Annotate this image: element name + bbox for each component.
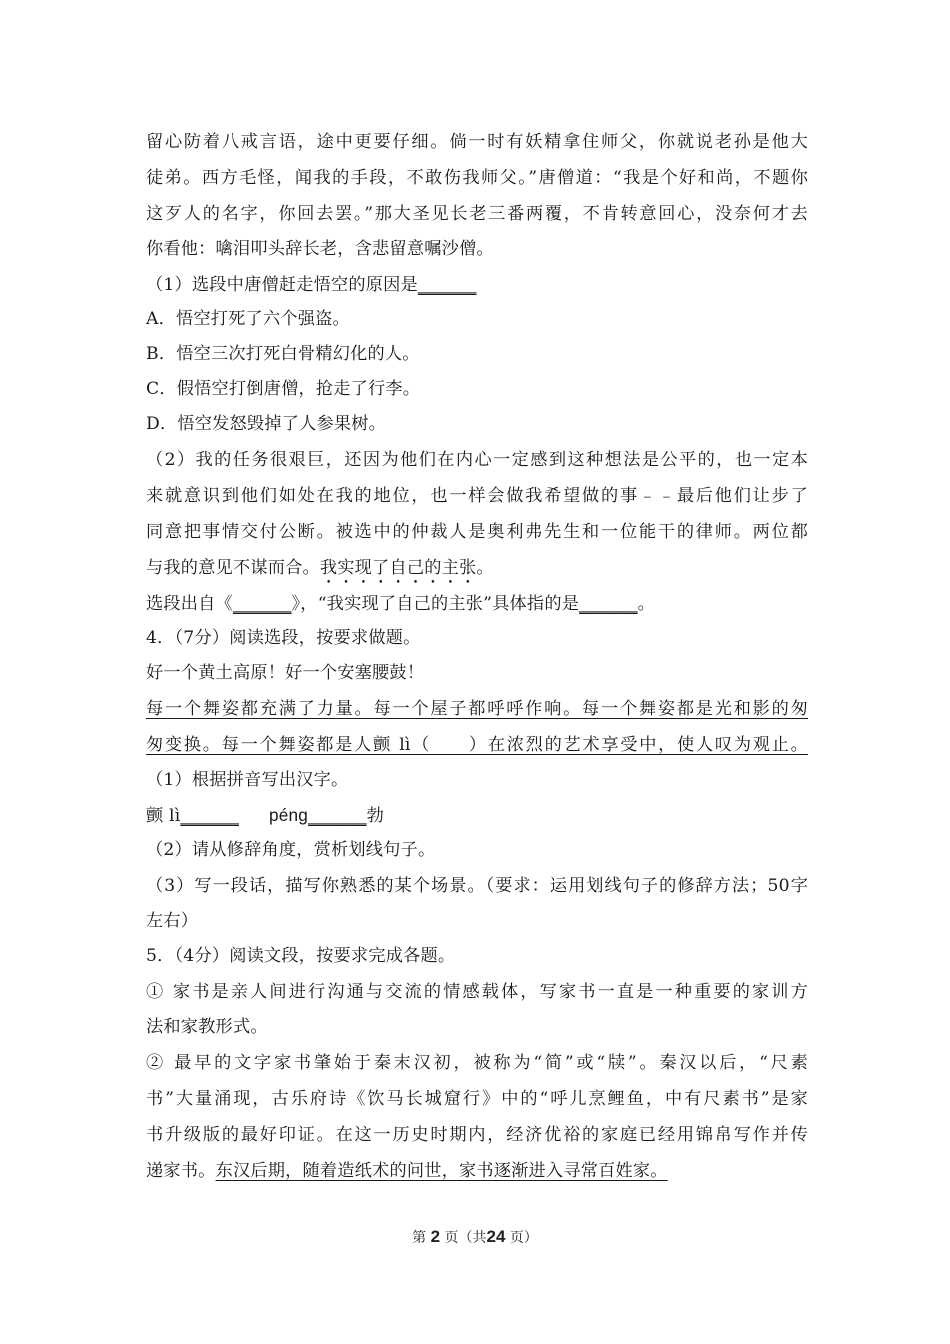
passage-line-1: 留心防着八戒言语，途中更要仔细。倘一时有妖精拿住师父，你就说老孙是他大	[146, 132, 808, 152]
footer-suffix: 页）	[509, 1230, 538, 1246]
footer-total-pages: 24	[486, 1227, 506, 1246]
q3-option-c: C．假悟空打倒唐僧，抢走了行李。	[146, 379, 421, 399]
q3-option-a: A．悟空打死了六个强盗。	[146, 309, 350, 329]
q5-p2-line-2: 书”大量涌现，古乐府诗《饮马长城窟行》中的“呼儿烹鲤鱼，中有尺素书”是家	[146, 1089, 808, 1109]
q4-underlined-line-2: 匆变换。每一个舞姿都是人颤 lì（ ）在浓烈的艺术享受中，使人叹为观止。	[146, 735, 808, 755]
q5-p2-line-4-prefix: 递家书。	[146, 1161, 216, 1181]
q5-p2-line-1: ② 最早的文字家书肇始于秦末汉初，被称为“简”或“牍”。秦汉以后，“尺素	[146, 1053, 808, 1073]
q3-option-b: B．悟空三次打死白骨精幻化的人。	[146, 344, 420, 364]
q3-sub1-text: （1）选段中唐僧赶走悟空的原因是	[146, 275, 418, 295]
q3-sub2-line-2: 来就意识到他们如处在我的地位，也一样会做我希望做的事﹣﹣最后他们让步了	[146, 486, 808, 506]
q3-sub1-stem	[146, 267, 808, 302]
footer-prefix: 第	[412, 1230, 427, 1246]
q3-sub2-line-3: 同意把事情交付公断。被选中的仲裁人是奥利弗先生和一位能干的律师。两位都	[146, 522, 808, 542]
q4-pinyin1: 颤 lì	[146, 806, 181, 826]
q4-pinyin1-blank: ______	[180, 805, 240, 825]
q4-sub1: （1）根据拼音写出汉字。	[146, 770, 349, 790]
q4-pinyin-line	[146, 798, 808, 833]
q3-sub2-ask-b: 》，“我实现了自己的主张”具体指的是	[291, 594, 580, 614]
q3-sub2-last-prefix: 与我的意见不谋而合。	[146, 558, 320, 578]
passage-line-2: 徒弟。西方毛怪，闻我的手段，不敢伤我师父。”唐僧道：“我是个好和尚，不题你	[146, 168, 808, 188]
q5-title: 5．（4分）阅读文段，按要求完成各题。	[146, 946, 456, 966]
q4-intro: 好一个黄土高原！好一个安塞腰鼓！	[146, 663, 425, 683]
q5-p1-line-1: ① 家书是亲人间进行沟通与交流的情感载体，写家书一直是一种重要的家训方	[146, 982, 808, 1002]
passage-line-4: 你看他：噙泪叩头辞长老，含悲留意嘱沙僧。	[146, 239, 494, 259]
page-footer	[0, 1227, 950, 1247]
q3-sub2-blank-1: ______	[232, 593, 292, 613]
q3-sub1-blank: ______	[417, 274, 477, 294]
document-body	[146, 124, 808, 1189]
q5-p2-line-3: 书升级版的最好印证。在这一历史时期内，经济优裕的家庭已经用锦帛写作并传	[146, 1125, 808, 1145]
q5-p1-line-2: 法和家教形式。	[146, 1017, 268, 1037]
q3-sub2-last-suffix: 。	[476, 558, 494, 578]
q4-pinyin2-suffix: 勃	[366, 806, 385, 826]
q5-p2-line-4	[146, 1153, 808, 1189]
q3-sub2-blank-2: ______	[579, 593, 638, 613]
q4-pinyin2-blank: ______	[308, 805, 367, 825]
q4-sub2: （2）请从修辞角度，赏析划线句子。	[146, 840, 436, 860]
q3-sub2-ask-c: 。	[637, 594, 656, 614]
q3-sub2-question	[146, 586, 808, 621]
q4-sub3-line-1: （3）写一段话，描写你熟悉的某个场景。（要求：运用划线句子的修辞方法；50字	[146, 876, 808, 896]
footer-mid: 页（共	[444, 1230, 487, 1246]
q4-pinyin2: péng	[269, 805, 309, 825]
q4-title: 4．（7分）阅读选段，按要求做题。	[146, 628, 421, 648]
footer-page-number: 2	[430, 1227, 441, 1246]
q3-option-d: D．悟空发怒毁掉了人参果树。	[146, 414, 387, 434]
q3-sub2-line-1: （2）我的任务很艰巨，还因为他们在内心一定感到这种想法是公平的，也一定本	[146, 450, 808, 470]
q4-underlined-line-1: 每一个舞姿都充满了力量。每一个屋子都呼呼作响。每一个舞姿都是光和影的匆	[146, 699, 808, 719]
passage-line-3: 这歹人的名字，你回去罢。”那大圣见长老三番两覆，不肯转意回心，没奈何才去	[146, 204, 808, 224]
q4-sub3-line-2: 左右）	[146, 911, 199, 931]
q5-p2-underlined-sentence: 东汉后期，随着造纸术的问世，家书逐渐进入寻常百姓家。	[215, 1161, 668, 1181]
q3-sub2-line-4	[146, 550, 808, 586]
q3-sub2-ask-a: 选段出自《	[146, 594, 233, 614]
q3-sub2-dotted-phrase: 我实现了自己的主张	[319, 558, 477, 578]
